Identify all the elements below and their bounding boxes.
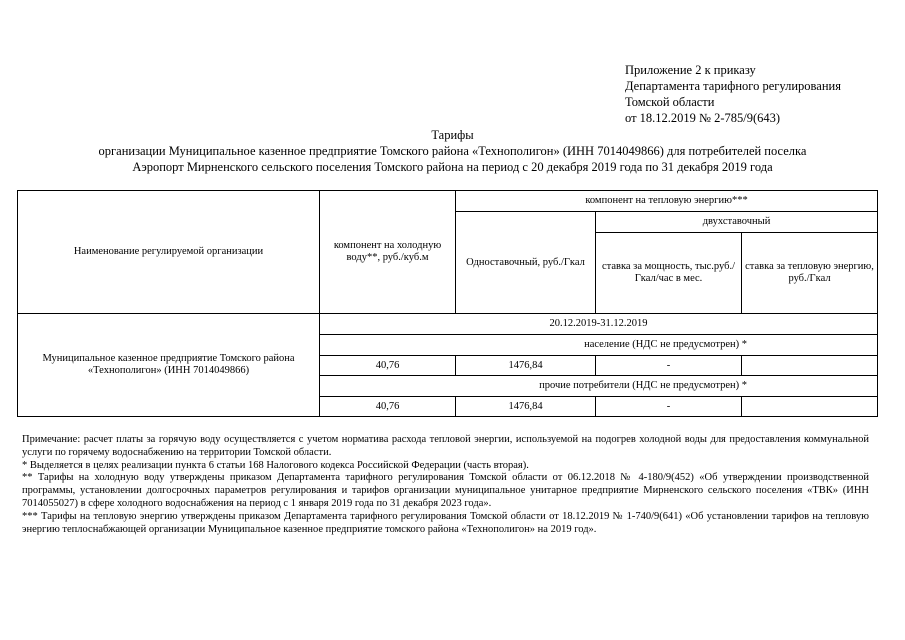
table-header-row (18, 191, 878, 212)
title-line-2: Аэропорт Мирненского сельского поселения Томского района на период с 20 декабря 2019 года по 31 декабря 2019 года (132, 160, 773, 174)
appendix-line-1: Приложение 2 к приказу (625, 63, 756, 77)
power-rate-value: - (596, 356, 742, 376)
title-line-1: организации Муниципальное казенное предприятие Томского района «Технополигон» (ИНН 7014049866) для потребителей поселка (98, 144, 807, 158)
note-thermal: *** Тарифы на тепловую энергию утверждены приказом Департамента тарифного регулирования Томской области от 18.12.2019 № 1-740/9(641) «Об установлении тарифов на тепловую энергию теплоснабжающей организации Муниципальное казенное предприятие томского района «Технополигон» на 2019 год». (22, 510, 869, 535)
appendix-block (625, 62, 841, 126)
single-rate-value: 1476,84 (456, 356, 596, 376)
energy-rate-value (742, 397, 878, 417)
document-title (0, 127, 905, 175)
power-rate-value: - (596, 397, 742, 417)
table-row (18, 314, 878, 335)
appendix-line-3: Томской области (625, 95, 715, 109)
cold-water-value: 40,76 (320, 356, 456, 376)
organization-name: Муниципальное казенное предприятие Томского района «Технополигон» (ИНН 7014049866) (18, 314, 320, 417)
group-label-population: население (НДС не предусмотрен) * (320, 335, 878, 356)
tariff-table (17, 190, 878, 417)
cold-water-value: 40,76 (320, 397, 456, 417)
header-energy-rate: ставка за тепловую энергию, руб./Гкал (742, 233, 878, 314)
appendix-line-4: от 18.12.2019 № 2-785/9(643) (625, 111, 781, 125)
title-heading: Тарифы (431, 128, 474, 142)
energy-rate-value (742, 356, 878, 376)
appendix-line-2: Департамента тарифного регулирования (625, 79, 841, 93)
note-vat: * Выделяется в целях реализации пункта 6 статьи 168 Налогового кодекса Российской Федерации (часть вторая). (22, 459, 529, 471)
header-thermal: компонент на тепловую энергию*** (456, 191, 878, 212)
header-cold-water: компонент на холодную воду**, руб./куб.м (320, 191, 456, 314)
note-cold-water: ** Тарифы на холодную воду утверждены приказом Департамента тарифного регулирования Томской области от 06.12.2018 № 4-180/9(452) «Об утверждении производственной программы, установлении долгосрочных параметров регулирования и тарифов организации муниципальное унитарное предприятие Мирненского сельского поселения «ТВК» (ИНН 7014055027) в сфере холодного водоснабжения на период с 1 января 2019 года по 31 декабря 2023 года». (22, 472, 869, 509)
header-two-part: двухставочный (596, 212, 878, 233)
header-single-rate: Одноставочный, руб./Гкал (456, 212, 596, 314)
single-rate-value: 1476,84 (456, 397, 596, 417)
group-label-other: прочие потребители (НДС не предусмотрен) * (320, 376, 878, 397)
header-org-name: Наименование регулируемой организации (18, 191, 320, 314)
period-cell: 20.12.2019-31.12.2019 (320, 314, 878, 335)
note-general: Примечание: расчет платы за горячую воду осуществляется с учетом норматива расхода тепловой энергии, используемой на подогрев холодной воды для предоставления коммунальной услуги по горячему водоснабжению на территории Томской области. (22, 434, 869, 458)
notes-block (22, 434, 869, 536)
header-power-rate: ставка за мощность, тыс.руб./ Гкал/час в мес. (596, 233, 742, 314)
